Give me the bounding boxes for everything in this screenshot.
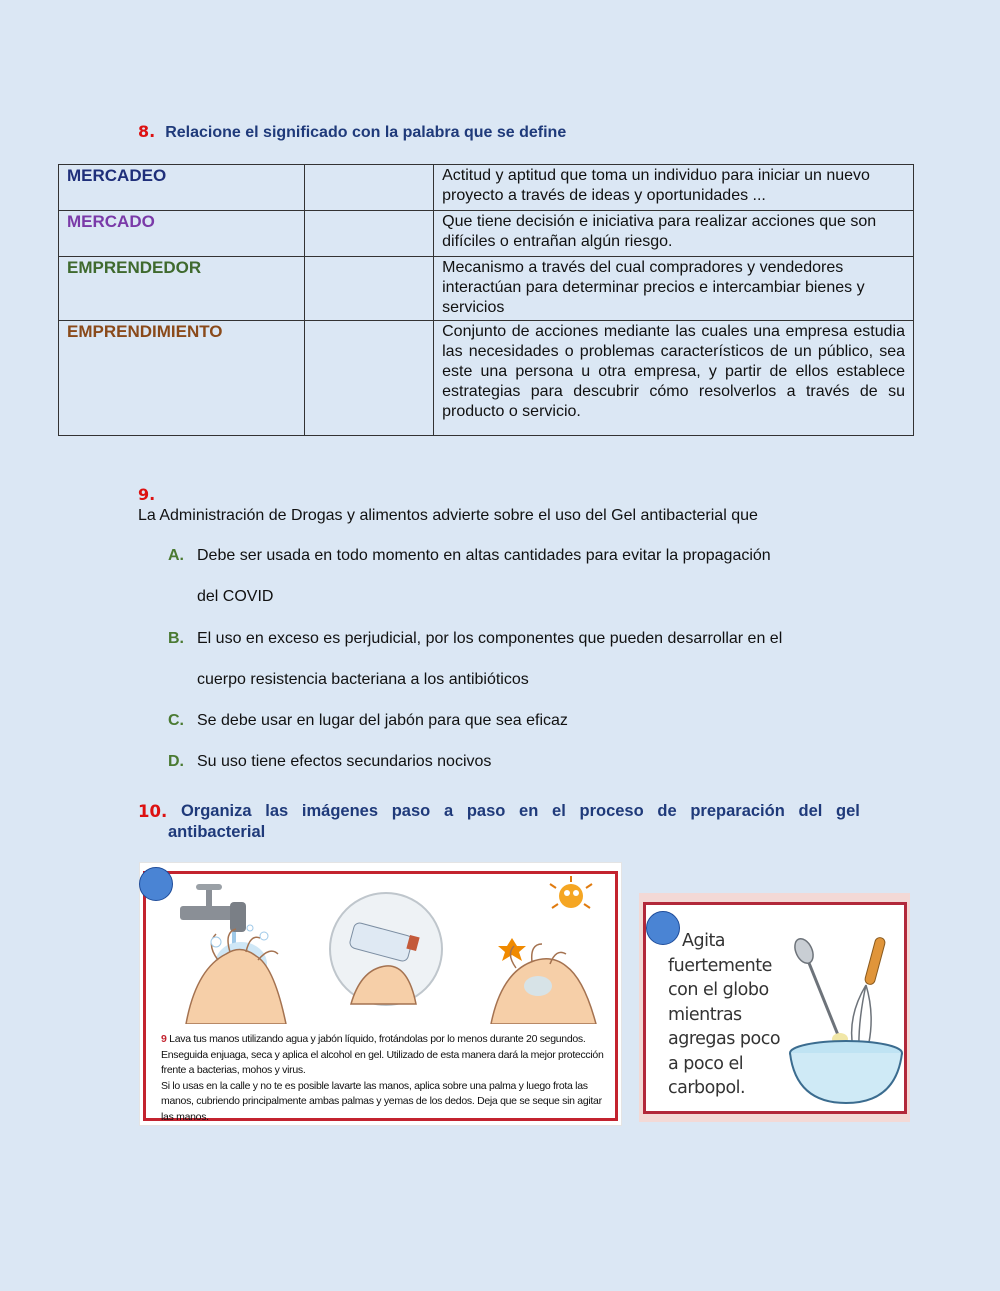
order-marker[interactable] — [646, 911, 680, 945]
definition-cell: Mecanismo a través del cual compradores y vendedores interactúan para determinar precios e intercambiar bienes y servicios — [434, 257, 914, 321]
image-frame — [143, 871, 618, 1121]
question-10-line1 — [138, 801, 860, 822]
option-a[interactable] — [168, 547, 771, 605]
title-word: el — [552, 802, 566, 820]
instruction-line: a poco el — [668, 1053, 744, 1074]
option-letter: C. — [168, 712, 184, 729]
handwashing-illustration — [146, 874, 615, 1024]
image-caption — [161, 1032, 611, 1125]
answer-blank[interactable] — [305, 165, 434, 211]
question-10-line2: antibacterial — [168, 823, 266, 841]
question-9-text: La Administración de Drogas y alimentos advierte sobre el uso del Gel antibacterial que — [138, 507, 758, 524]
question-9-number: 9. — [138, 485, 156, 504]
instruction-line: mientras — [668, 1004, 742, 1025]
faucet-icon — [180, 884, 246, 944]
title-word: las — [265, 802, 289, 820]
step-image-handwashing[interactable] — [139, 862, 622, 1126]
question-9 — [138, 485, 838, 526]
answer-blank[interactable] — [305, 257, 434, 321]
answer-blank[interactable] — [305, 321, 434, 436]
definition-cell: Que tiene decisión e iniciativa para realizar acciones que son difíciles o entrañan algún riesgo. — [434, 211, 914, 257]
table-row — [59, 211, 914, 257]
caption-paragraph: Si lo usas en la calle y no te es posible lavarte las manos, aplica sobre una palma y luego frota las manos, cubriendo principalmente ambas palmas y yemas de los dedos. Deja que se seque sin agitar las manos. — [161, 1079, 602, 1123]
option-text: Su uso tiene efectos secundarios nocivos — [197, 753, 492, 770]
caption-step-number: 9 — [161, 1033, 167, 1045]
term-cell: MERCADEO — [59, 165, 305, 211]
title-word: imágenes — [301, 802, 379, 820]
title-word: de — [657, 802, 677, 820]
title-word: gel — [836, 802, 860, 820]
option-text-continued: del COVID — [197, 588, 274, 605]
definition-cell: Actitud y aptitud que toma un individuo para iniciar un nuevo proyecto a través de ideas y oportunidades ... — [434, 165, 914, 211]
question-10-number: 10. — [138, 802, 168, 821]
option-text: Se debe usar en lugar del jabón para que sea eficaz — [197, 712, 568, 729]
sanitizer-bottle-icon — [330, 893, 442, 1005]
table-row — [59, 321, 914, 436]
step-image-whisking[interactable] — [639, 893, 910, 1122]
table-row — [59, 257, 914, 321]
option-text: Debe ser usada en todo momento en altas cantidades para evitar la propagación — [197, 547, 771, 564]
table-row — [59, 165, 914, 211]
image-frame — [643, 902, 907, 1114]
title-word: proceso — [579, 802, 644, 820]
title-word: paso — [391, 802, 431, 820]
instruction-line: fuertemente — [668, 955, 772, 976]
option-b[interactable] — [168, 630, 783, 688]
term-cell: MERCADO — [59, 211, 305, 257]
term-cell: EMPRENDEDOR — [59, 257, 305, 321]
answer-blank[interactable] — [305, 211, 434, 257]
option-d[interactable] — [168, 753, 491, 771]
title-word: en — [519, 802, 539, 820]
question-8-text: Relacione el significado con la palabra que se define — [165, 124, 567, 141]
bowl-icon — [790, 1041, 902, 1103]
option-text-continued: cuerpo resistencia bacteriana a los antibióticos — [197, 671, 529, 688]
instruction-text — [668, 929, 780, 1101]
title-word: preparación — [690, 802, 785, 820]
caption-paragraph: Lava tus manos utilizando agua y jabón líquido, frotándolas por lo menos durante 20 segundos. Enseguida enjuaga, seca y aplica el alcohol en gel. Utilizado de esta manera dará la mejor protección frente a bacterias, mohos y virus. — [161, 1033, 604, 1076]
question-10 — [138, 801, 860, 843]
whisk-bowl-illustration — [782, 935, 912, 1105]
title-word: a — [443, 802, 454, 820]
definition-cell: Conjunto de acciones mediante las cuales una empresa estudia las necesidades o problemas característicos de un público, sea este una persona u otra empresa, y partir de ellos establece estrategias para descubrir cómo resolverlos a través de su producto o servicio. — [434, 321, 914, 436]
title-word: paso — [466, 802, 506, 820]
option-c[interactable] — [168, 712, 568, 730]
option-letter: A. — [168, 547, 184, 564]
option-letter: D. — [168, 753, 184, 770]
instruction-line: agregas poco — [668, 1029, 781, 1049]
matching-table — [58, 164, 914, 436]
instruction-line: con el globo — [668, 980, 769, 1000]
spoon-icon — [791, 936, 848, 1045]
order-marker[interactable] — [139, 867, 173, 901]
option-text: El uso en exceso es perjudicial, por los componentes que pueden desarrollar en el — [197, 630, 783, 647]
instruction-line: carbopol. — [668, 1078, 746, 1098]
instruction-line: Agita — [682, 931, 726, 951]
title-word: Organiza — [180, 802, 252, 820]
title-word: del — [798, 802, 823, 820]
question-8-number: 8. — [138, 122, 156, 141]
option-letter: B. — [168, 630, 184, 647]
question-8-title — [138, 122, 566, 142]
term-cell: EMPRENDIMIENTO — [59, 321, 305, 436]
